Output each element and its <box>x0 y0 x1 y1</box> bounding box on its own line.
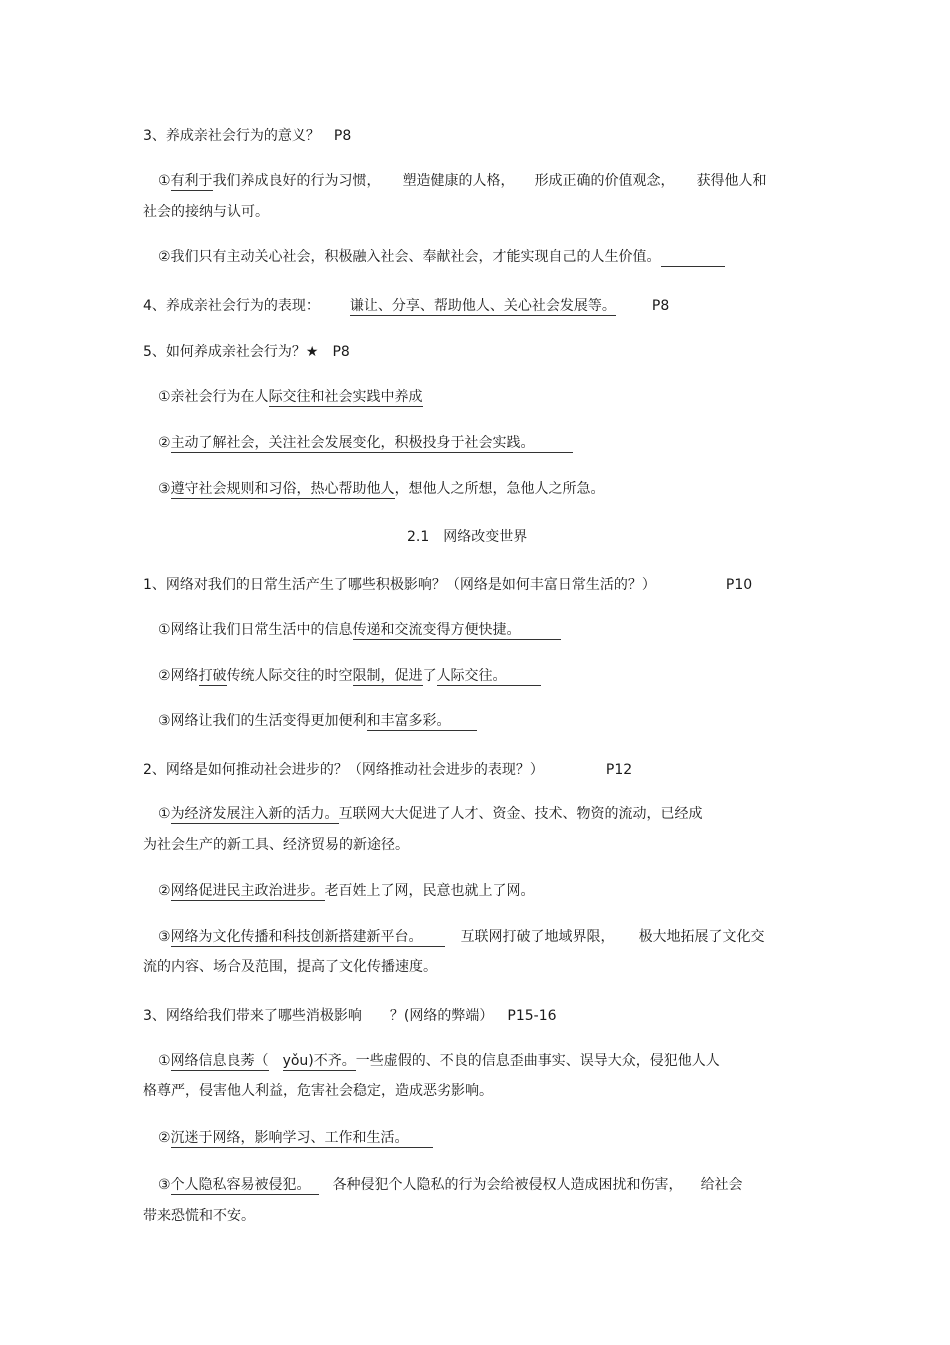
question-text: 1、网络对我们的日常生活产生了哪些积极影响？（网络是如何丰富日常生活的？） <box>143 577 656 593</box>
blank-line <box>409 1128 433 1148</box>
answer-text: ①网络让我们日常生活中的信息 <box>158 622 353 638</box>
underlined-text: 个人隐私容易被侵犯。 <box>170 1177 311 1193</box>
answer-text: 塑造健康的人格， <box>402 173 515 189</box>
underlined-text: 遵守社会规则和习俗，热心帮助他人 <box>170 481 395 497</box>
underlined-text: 和丰富多彩。 <box>366 713 451 729</box>
underlined-text: 传递和交流变得方便快捷。 <box>352 622 521 638</box>
underlined-text: yǒu)不齐。 <box>282 1053 356 1069</box>
question-text: 4、养成亲社会行为的表现： <box>143 298 320 314</box>
answer-text: ，想他人之所想，急他人之所急。 <box>394 481 605 497</box>
blank-line <box>661 247 725 267</box>
answer-text: ① <box>158 1053 171 1069</box>
answer-line <box>158 804 703 824</box>
question-text: 3、养成亲社会行为的意义？ <box>143 128 320 144</box>
answer-text: ②网络 <box>158 668 199 684</box>
blank-line <box>423 927 445 947</box>
page-ref: P8 <box>333 128 352 144</box>
underlined-text: 际交往和社会实践中养成 <box>268 389 423 405</box>
question-text: 5、如何养成亲社会行为？★ <box>143 344 319 360</box>
answer-line <box>158 433 573 453</box>
page-ref: P10 <box>725 577 753 593</box>
answer-text: 老百姓上了网，民意也就上了网。 <box>324 883 535 899</box>
answer-continuation: 带来恐慌和不安。 <box>143 1208 255 1224</box>
underlined-text: 主动了解社会，关注社会发展变化，积极投身于社会实践。 <box>170 435 535 451</box>
answer-line <box>158 1051 720 1071</box>
blank-line <box>521 620 561 640</box>
underlined-answer: 谦让、分享、帮助他人、关心社会发展等。 <box>349 298 616 314</box>
answer-text: 传统人际交往的时空 <box>226 668 353 684</box>
answer-continuation: 社会的接纳与认可。 <box>143 204 269 220</box>
answer-text: 各种侵犯个人隐私的行为会给被侵权人造成困扰和伤害， <box>332 1177 683 1193</box>
question-3-prosocial-meaning <box>143 126 351 146</box>
question-text: ？(网络的弊端） <box>389 1008 494 1024</box>
underlined-text: 限制，促进 <box>352 668 423 684</box>
page-ref: P15-16 <box>507 1008 557 1024</box>
question-2-social-progress <box>143 760 632 780</box>
answer-line <box>158 620 561 640</box>
answer-text: 极大地拓展了文化交 <box>638 929 765 945</box>
section-heading <box>407 527 527 547</box>
answer-text: 了 <box>422 668 437 684</box>
answer-continuation: 格尊严，侵害他人利益，危害社会稳定，造成恶劣影响。 <box>143 1083 493 1099</box>
answer-text: ② <box>158 1130 171 1146</box>
answer-text: ③ <box>158 481 171 497</box>
question-5-how-to-cultivate <box>143 342 350 362</box>
answer-line <box>158 479 605 499</box>
section-number: 2.1 <box>407 529 430 545</box>
question-4-prosocial-behavior <box>143 296 669 316</box>
answer-text: ② <box>158 435 171 451</box>
answer-text: ① <box>158 173 171 189</box>
answer-line <box>158 1175 743 1195</box>
answer-line <box>158 927 765 947</box>
page-ref: P8 <box>651 298 670 314</box>
underlined-text: 网络为文化传播和科技创新搭建新平台。 <box>170 929 423 945</box>
page-ref: P12 <box>605 762 633 778</box>
underlined-text: 网络促进民主政治进步。 <box>170 883 325 899</box>
answer-line <box>158 711 477 731</box>
underlined-text: 人际交往。 <box>436 668 507 684</box>
blank-line <box>451 711 477 731</box>
question-3-negative-impact <box>143 1006 557 1026</box>
answer-continuation: 为社会生产的新工具、经济贸易的新途径。 <box>143 837 409 853</box>
question-text: 2、网络是如何推动社会进步的？（网络推动社会进步的表现？） <box>143 762 544 778</box>
question-text: 3、网络给我们带来了哪些消极影响 <box>143 1008 362 1024</box>
underlined-text: 为经济发展注入新的活力。 <box>170 806 339 822</box>
answer-text: ② <box>158 883 171 899</box>
answer-text: 我们养成良好的行为习惯， <box>212 173 381 189</box>
answer-text: 给社会 <box>700 1177 743 1193</box>
blank-line <box>535 433 573 453</box>
answer-text: 互联网打破了地域界限， <box>460 929 615 945</box>
answer-continuation: 流的内容、场合及范围，提高了文化传播速度。 <box>143 959 437 975</box>
underlined-text: 沉迷于网络，影响学习、工作和生活。 <box>170 1130 409 1146</box>
answer-text: ②我们只有主动关心社会，积极融入社会、奉献社会，才能实现自己的人生价值。 <box>158 249 661 265</box>
underlined-text: 打破 <box>198 668 227 684</box>
answer-line <box>158 1128 433 1148</box>
answer-line <box>158 666 541 686</box>
section-title: 网络改变世界 <box>443 529 528 545</box>
answer-text: ③ <box>158 1177 171 1193</box>
blank-line <box>311 1175 319 1195</box>
answer-text: ③网络让我们的生活变得更加便利 <box>158 713 367 729</box>
answer-text: ① <box>158 806 171 822</box>
question-1-positive-impact <box>143 575 752 595</box>
answer-text: ①亲社会行为在人 <box>158 389 269 405</box>
underlined-text: 有利于 <box>170 173 213 189</box>
blank-line <box>507 666 541 686</box>
answer-text: 一些虚假的、不良的信息歪曲事实、误导大众，侵犯他人人 <box>355 1053 720 1069</box>
answer-text: 获得他人和 <box>696 173 767 189</box>
answer-text: 形成正确的价值观念， <box>534 173 675 189</box>
answer-line <box>158 387 423 407</box>
answer-line <box>158 881 535 901</box>
page-ref: P8 <box>332 344 350 360</box>
answer-line <box>158 247 725 267</box>
answer-text: ③ <box>158 929 171 945</box>
answer-text: 互联网大大促进了人才、资金、技术、物资的流动，已经成 <box>338 806 703 822</box>
underlined-text: 网络信息良莠（ <box>170 1053 269 1069</box>
answer-line <box>158 171 767 191</box>
